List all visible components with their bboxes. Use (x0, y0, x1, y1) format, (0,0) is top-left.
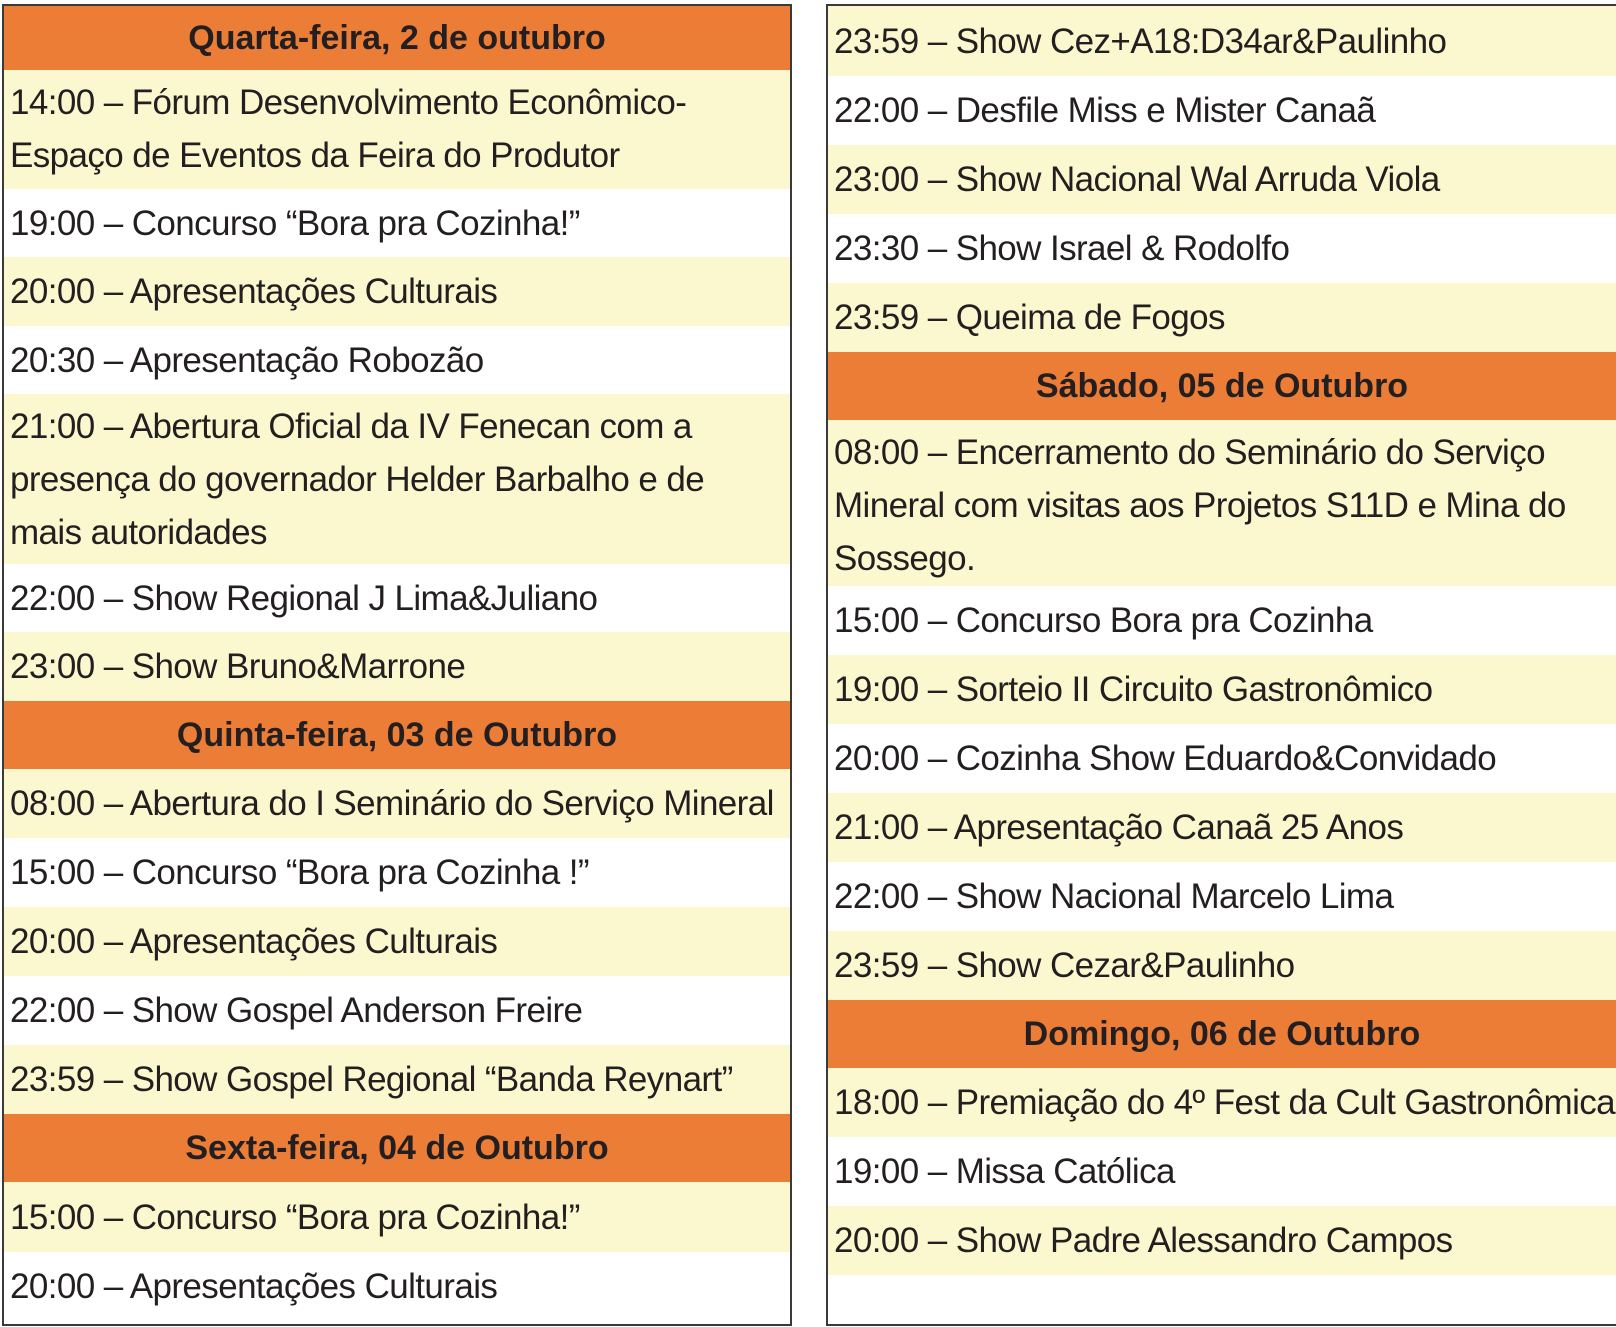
schedule-item: 20:00 – Apresentações Culturais (4, 1252, 790, 1320)
schedule-item: 23:30 – Show Israel & Rodolfo (828, 214, 1616, 283)
schedule-item: 22:00 – Show Nacional Marcelo Lima (828, 862, 1616, 931)
schedule-item: 14:00 – Fórum Desenvolvimento Econômico-Espaço de Eventos da Feira do Produtor (4, 70, 790, 189)
day-header: Domingo, 06 de Outubro (828, 1000, 1616, 1068)
schedule-item: 22:00 – Desfile Miss e Mister Canaã (828, 76, 1616, 145)
schedule-column-left (2, 4, 792, 1326)
schedule-item: 20:00 – Show Padre Alessandro Campos (828, 1206, 1616, 1275)
schedule-item: 08:00 – Encerramento do Seminário do Serviço Mineral com visitas aos Projetos S11D e Mina do Sossego. (828, 420, 1616, 586)
schedule-item: 15:00 – Concurso “Bora pra Cozinha!” (4, 1182, 790, 1252)
schedule-item: 22:00 – Show Regional J Lima&Juliano (4, 564, 790, 632)
schedule-column-right (826, 4, 1616, 1326)
schedule-item: 23:59 – Show Cezar&Paulinho (828, 931, 1616, 1000)
day-header: Quarta-feira, 2 de outubro (4, 6, 790, 70)
schedule-item: 21:00 – Apresentação Canaã 25 Anos (828, 793, 1616, 862)
schedule-item: 20:00 – Apresentações Culturais (4, 257, 790, 326)
schedule-item: 23:00 – Show Nacional Wal Arruda Viola (828, 145, 1616, 214)
schedule-item: 19:00 – Sorteio II Circuito Gastronômico (828, 655, 1616, 724)
day-header: Quinta-feira, 03 de Outubro (4, 701, 790, 769)
schedule-item: 23:59 – Queima de Fogos (828, 283, 1616, 352)
day-header: Sexta-feira, 04 de Outubro (4, 1114, 790, 1182)
schedule-item: 21:00 – Abertura Oficial da IV Fenecan com a presença do governador Helder Barbalho e de mais autoridades (4, 394, 790, 564)
schedule-item: 19:00 – Concurso “Bora pra Cozinha!” (4, 189, 790, 257)
day-header: Sábado, 05 de Outubro (828, 352, 1616, 420)
schedule-item: 22:00 – Show Gospel Anderson Freire (4, 976, 790, 1045)
schedule-item: 18:00 – Premiação do 4º Fest da Cult Gastronômica (828, 1068, 1616, 1137)
schedule-item: 08:00 – Abertura do I Seminário do Serviço Mineral (4, 769, 790, 838)
schedule-item: 23:59 – Show Cez+A18:D34ar&Paulinho (828, 6, 1616, 76)
schedule-item: 20:00 – Apresentações Culturais (4, 907, 790, 976)
schedule-item: 15:00 – Concurso “Bora pra Cozinha !” (4, 838, 790, 907)
schedule-item: 19:00 – Missa Católica (828, 1137, 1616, 1206)
schedule-item: 20:30 – Apresentação Robozão (4, 326, 790, 394)
schedule-item: 20:00 – Cozinha Show Eduardo&Convidado (828, 724, 1616, 793)
schedule-item: 15:00 – Concurso Bora pra Cozinha (828, 586, 1616, 655)
schedule-item: 23:59 – Show Gospel Regional “Banda Reynart” (4, 1045, 790, 1114)
schedule-item: 23:00 – Show Bruno&Marrone (4, 632, 790, 701)
